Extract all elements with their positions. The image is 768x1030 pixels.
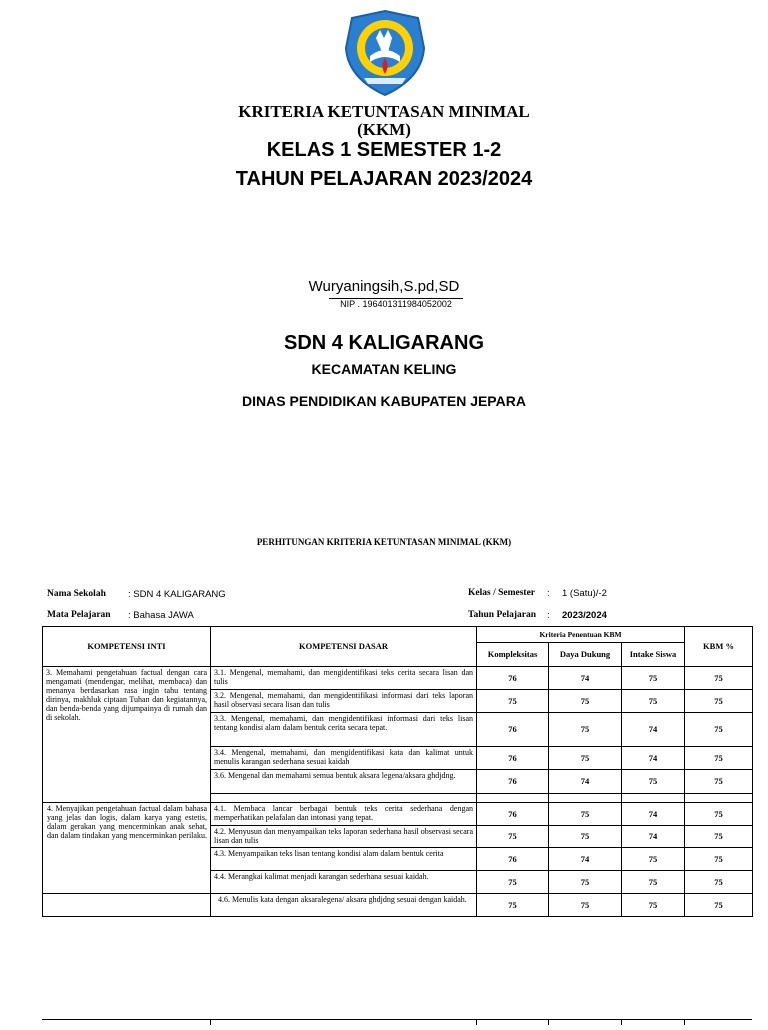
header-criteria: Kriteria Penentuan KBM xyxy=(477,627,685,643)
intake-cell: 75 xyxy=(622,871,685,894)
signatory-name: Wuryaningsih,S.pd,SD xyxy=(308,278,460,295)
title-line-1: KRITERIA KETUNTASAN MINIMAL xyxy=(238,102,530,121)
school-label: Nama Sekolah xyxy=(47,589,106,599)
table-row xyxy=(43,894,753,917)
complexity-cell: 75 xyxy=(477,826,549,848)
calculation-title: PERHITUNGAN KRITERIA KETUNTASAN MINIMAL (KKM) xyxy=(256,537,512,547)
intake-cell: 75 xyxy=(622,690,685,713)
class-value: 1 (Satu)/-2 xyxy=(562,588,607,599)
support-cell: 75 xyxy=(549,747,622,770)
intake-cell: 75 xyxy=(622,667,685,690)
next-table-top-border xyxy=(42,1019,752,1030)
kd-cell: 4.4. Merangkai kalimat menjadi karangan sederhana sesuai kaidah. xyxy=(211,871,477,894)
intake-cell: 74 xyxy=(622,803,685,826)
kd-cell: 3.4. Mengenal, memahami, dan mengidentifikasi kata dan kalimat untuk menulis karangan sederhana sesuai kaidah xyxy=(211,747,477,770)
next-table-divider xyxy=(621,1019,622,1025)
complexity-cell: 75 xyxy=(477,690,549,713)
support-cell: 75 xyxy=(549,803,622,826)
kbm-cell: 75 xyxy=(685,894,753,917)
next-table-divider xyxy=(210,1019,211,1025)
header-intake: Intake Siswa xyxy=(622,643,685,667)
subject-value: : Bahasa JAWA xyxy=(128,610,194,621)
school-name: SDN 4 KALIGARANG xyxy=(283,332,484,354)
year-sep: : xyxy=(547,610,550,621)
support-cell: 75 xyxy=(549,826,622,848)
district-name: KECAMATAN KELING xyxy=(311,361,457,377)
complexity-cell: 75 xyxy=(477,894,549,917)
support-cell: 74 xyxy=(549,848,622,871)
year-label: Tahun Pelajaran xyxy=(468,610,537,620)
kbm-cell: 75 xyxy=(685,803,753,826)
kkm-table xyxy=(42,626,753,917)
office-name: DINAS PENDIDIKAN KABUPATEN JEPARA xyxy=(242,393,526,409)
class-label: Kelas / Semester xyxy=(468,588,536,598)
kbm-cell: 75 xyxy=(685,713,753,747)
kbm-cell: 75 xyxy=(685,747,753,770)
intake-cell: 75 xyxy=(622,770,685,794)
support-cell: 75 xyxy=(549,713,622,747)
kd-cell: 3.3. Mengenal, memahami, dan mengidentifikasi informasi dari teks lisan tentang kondisi alam dalam bentuk cerita secara tepat. xyxy=(211,713,477,747)
support-cell: 74 xyxy=(549,770,622,794)
complexity-cell: 76 xyxy=(477,747,549,770)
support-cell: 75 xyxy=(549,690,622,713)
kd-cell: 3.1. Mengenal, memahami, dan mengidentifikasi teks cerita secara lisan dan tulis xyxy=(211,667,477,690)
kd-cell: 3.2. Mengenal, memahami, dan mengidentifikasi informasi dari teks laporan hasil observasi secara lisan dan tulis xyxy=(211,690,477,713)
complexity-cell: 75 xyxy=(477,871,549,894)
intake-cell: 75 xyxy=(622,848,685,871)
signatory-nip: NIP . 196401311984052002 xyxy=(329,298,463,310)
kbm-cell: 75 xyxy=(685,667,753,690)
intake-cell: 74 xyxy=(622,713,685,747)
ki-3-cell: 3. Memahami pengetahuan factual dengan cara mengamati (mendengar, melihat, membaca) dan menanya berdasarkan rasa ingin tahu tentang dirinya, makhluk ciptaan Tuhan dan kegiatannya, dan benda-benda yang dijumpainya di rumah dan di sekolah. xyxy=(43,667,211,794)
header-kbm: KBM % xyxy=(685,627,753,667)
year-value: 2023/2024 xyxy=(562,610,607,621)
next-table-divider xyxy=(476,1019,477,1025)
header-complexity: Kompleksitas xyxy=(477,643,549,667)
header-support: Daya Dukung xyxy=(549,643,622,667)
spacer-row xyxy=(43,794,753,803)
subject-label: Mata Pelajaran xyxy=(47,610,111,620)
title-class-semester: KELAS 1 SEMESTER 1-2 xyxy=(266,139,502,161)
title-line-2: (KKM) xyxy=(357,120,411,139)
kd-cell: 3.6. Mengenal dan memahami semua bentuk aksara legena/aksara ghdjdng. xyxy=(211,770,477,794)
support-cell: 74 xyxy=(549,667,622,690)
kbm-cell: 75 xyxy=(685,871,753,894)
kd-cell: 4.6. Menulis kata dengan aksaralegena/ aksara ghdjdng sesuai dengan kaidah. xyxy=(211,894,477,917)
kbm-cell: 75 xyxy=(685,690,753,713)
kbm-cell: 75 xyxy=(685,848,753,871)
next-table-divider xyxy=(548,1019,549,1025)
next-table-divider xyxy=(684,1019,685,1025)
kd-cell: 4.3. Menyampaikan teks lisan tentang kondisi alam dalam bentuk cerita xyxy=(211,848,477,871)
header-ki: KOMPETENSI INTI xyxy=(43,627,211,667)
complexity-cell: 76 xyxy=(477,848,549,871)
title-school-year: TAHUN PELAJARAN 2023/2024 xyxy=(235,168,533,190)
complexity-cell: 76 xyxy=(477,713,549,747)
ki-4-cell: 4. Menyajikan pengetahuan factual dalam bahasa yang jelas dan logis, dalam karya yang estetis, dalam gerakan yang mencerminkan anak sehat, dan dalam tindakan yang mencerminkan perilaku. xyxy=(43,803,211,894)
intake-cell: 75 xyxy=(622,894,685,917)
intake-cell: 74 xyxy=(622,747,685,770)
table-row xyxy=(43,803,753,826)
kbm-cell: 75 xyxy=(685,770,753,794)
support-cell: 75 xyxy=(549,871,622,894)
tut-wuri-handayani-logo xyxy=(340,8,430,98)
support-cell: 75 xyxy=(549,894,622,917)
table-row xyxy=(43,667,753,690)
kd-cell: 4.2. Menyusun dan menyampaikan teks laporan sederhana hasil observasi secara lisan dan tulis xyxy=(211,826,477,848)
school-value: : SDN 4 KALIGARANG xyxy=(128,589,226,600)
intake-cell: 74 xyxy=(622,826,685,848)
header-kd: KOMPETENSI DASAR xyxy=(211,627,477,667)
complexity-cell: 76 xyxy=(477,803,549,826)
kbm-cell: 75 xyxy=(685,826,753,848)
class-sep: : xyxy=(547,588,550,599)
complexity-cell: 76 xyxy=(477,667,549,690)
kd-cell: 4.1. Membaca lancar berbagai bentuk teks cerita sederhana dengan memperhatikan pelafalan dan intonasi yang tepat. xyxy=(211,803,477,826)
complexity-cell: 76 xyxy=(477,770,549,794)
